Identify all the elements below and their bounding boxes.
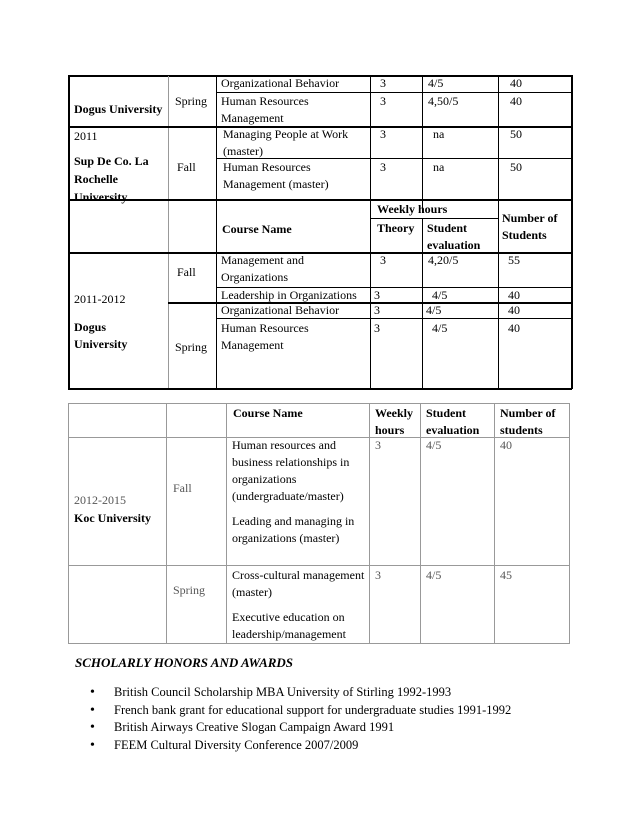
students-cell: 50 xyxy=(510,127,522,141)
eval-cell: 4,50/5 xyxy=(428,94,459,108)
course-cell: Leadership in Organizations xyxy=(221,288,357,302)
header-course-name: Course Name xyxy=(222,222,292,236)
header-course-name: Course Name xyxy=(233,406,303,420)
eval-cell: 4/5 xyxy=(426,568,442,582)
course-cell: Human resources and business relationships in organizations (undergraduate/master) xyxy=(232,438,350,503)
course-cell: Human Resources Management xyxy=(221,321,309,352)
course-cell: Managing People at Work (master) xyxy=(223,127,349,158)
students-cell: 40 xyxy=(510,76,522,90)
hours-cell: 3 xyxy=(374,288,380,302)
students-cell: 50 xyxy=(510,160,522,174)
institution-koc: Koc University xyxy=(74,511,151,525)
eval-cell: na xyxy=(433,160,445,174)
header-weekly-hours: Weekly hours xyxy=(375,406,413,437)
course-cell: Human Resources Management xyxy=(221,94,309,125)
section-title-honors: SCHOLARLY HONORS AND AWARDS xyxy=(75,655,294,670)
semester-fall: Fall xyxy=(173,481,192,495)
hours-cell: 3 xyxy=(380,127,386,141)
eval-cell: 4/5 xyxy=(426,438,442,452)
students-cell: 40 xyxy=(508,303,520,317)
students-cell: 40 xyxy=(500,438,512,452)
course-cell: Leading and managing in organizations (master) xyxy=(232,514,355,545)
eval-cell: na xyxy=(433,127,445,141)
eval-cell: 4/5 xyxy=(432,321,448,335)
header-student-evaluation: Student evaluation xyxy=(426,406,480,437)
students-cell: 45 xyxy=(500,568,512,582)
eval-cell: 4/5 xyxy=(426,303,442,317)
semester-spring: Spring xyxy=(175,94,208,108)
students-cell: 55 xyxy=(508,253,520,267)
hours-cell: 3 xyxy=(380,76,386,90)
course-cell: Human Resources Management (master) xyxy=(223,160,329,191)
course-cell: Organizational Behavior xyxy=(221,76,340,90)
course-cell: Organizational Behavior xyxy=(221,303,340,317)
year-2012-2015: 2012-2015 xyxy=(74,493,126,507)
eval-cell: 4/5 xyxy=(432,288,448,302)
course-cell: Cross-cultural management (master) xyxy=(232,568,365,599)
year-2011-2012: 2011-2012 xyxy=(74,292,126,306)
institution-dogus-2011: Dogus University xyxy=(74,102,163,116)
semester-fall: Fall xyxy=(177,265,196,279)
course-cell: Executive education on leadership/management xyxy=(232,610,346,641)
list-item: • French bank grant for educational support for undergraduate studies 1991-1992 xyxy=(90,702,511,720)
eval-cell: 4,20/5 xyxy=(428,253,459,267)
semester-fall: Fall xyxy=(177,160,196,174)
header-number-of-students: Number of students xyxy=(500,406,556,437)
hours-cell: 3 xyxy=(374,303,380,317)
header-number-of-students: Number of Students xyxy=(502,211,558,242)
students-cell: 40 xyxy=(508,288,520,302)
header-theory: Theory xyxy=(377,221,415,235)
eval-cell: 4/5 xyxy=(428,76,444,90)
semester-spring: Spring xyxy=(173,583,206,597)
hours-cell: 3 xyxy=(375,568,381,582)
list-item: • British Airways Creative Slogan Campaign Award 1991 xyxy=(90,719,511,737)
hours-cell: 3 xyxy=(375,438,381,452)
hours-cell: 3 xyxy=(380,160,386,174)
institution-sup-de-co: Sup De Co. La Rochelle University xyxy=(74,154,149,204)
year-2011: 2011 xyxy=(74,129,98,143)
list-item: • British Council Scholarship MBA University of Stirling 1992-1993 xyxy=(90,684,511,702)
hours-cell: 3 xyxy=(380,253,386,267)
semester-spring: Spring xyxy=(175,340,208,354)
course-cell: Management and Organizations xyxy=(221,253,304,284)
hours-cell: 3 xyxy=(374,321,380,335)
students-cell: 40 xyxy=(508,321,520,335)
institution-dogus-2011-2012: Dogus University xyxy=(74,320,128,351)
students-cell: 40 xyxy=(510,94,522,108)
header-weekly-hours: Weekly hours xyxy=(377,202,448,216)
honors-list xyxy=(90,684,511,754)
hours-cell: 3 xyxy=(380,94,386,108)
list-item: • FEEM Cultural Diversity Conference 2007/2009 xyxy=(90,737,511,755)
header-student-evaluation: Student evaluation xyxy=(427,221,481,252)
